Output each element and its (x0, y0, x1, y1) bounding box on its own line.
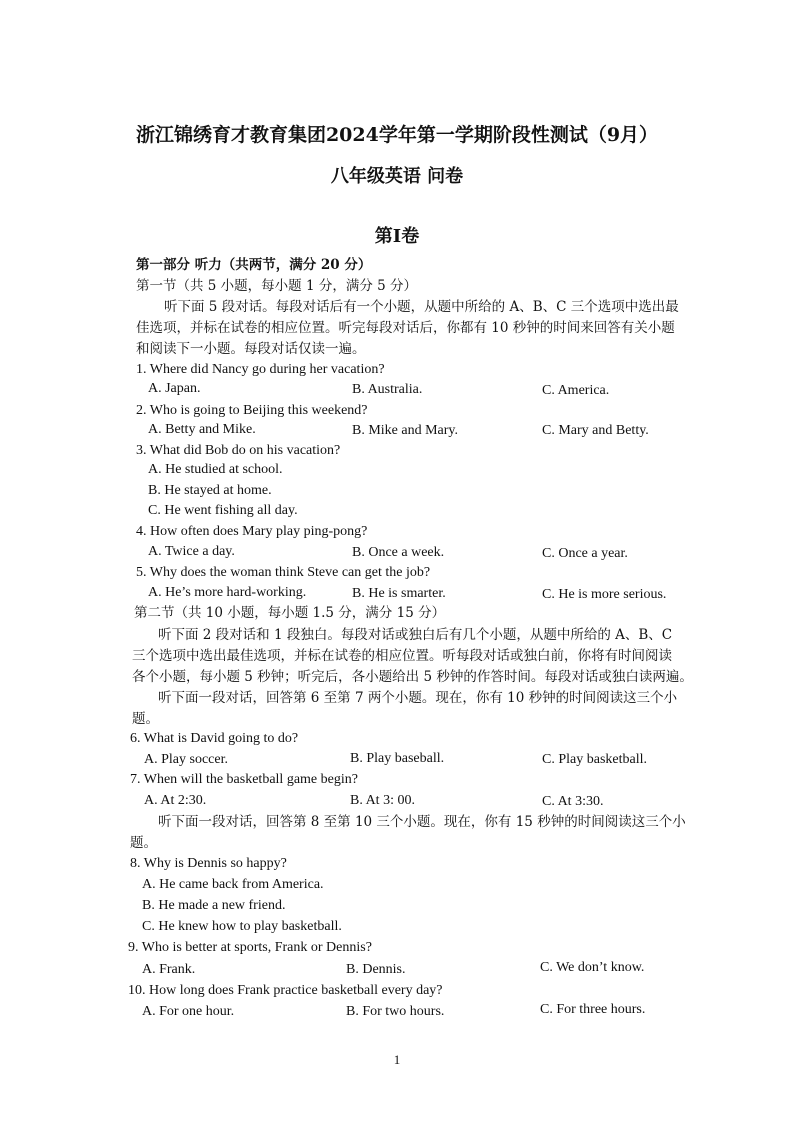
dialogue-lead: 听下面一段对话，回答第 6 至第 7 两个小题。现在，你有 10 秒钟的时间阅读这三个小 (158, 690, 678, 706)
dialogue-lead: 题。 (130, 835, 157, 851)
option-a: A. He came back from America. (142, 877, 324, 892)
question-stem: 2. Who is going to Beijing this weekend? (136, 403, 368, 418)
option-b: B. Mike and Mary. (352, 423, 459, 438)
option-c: C. He is more serious. (542, 587, 667, 602)
option-c: C. He knew how to play basketball. (142, 919, 342, 934)
option-c: C. Mary and Betty. (542, 423, 649, 438)
dialogue-lead: 题。 (132, 711, 159, 727)
section2-instruction-line: 三个选项中选出最佳选项，并标在试卷的相应位置。听每段对话或独白前，你将有时间阅读 (132, 648, 672, 664)
option-a: A. Play soccer. (144, 752, 228, 767)
question-stem: 4. How often does Mary play ping-pong? (136, 524, 368, 539)
option-c: C. Play basketball. (542, 752, 647, 767)
option-b: B. Dennis. (346, 962, 406, 977)
question-stem: 5. Why does the woman think Steve can get the job? (136, 565, 431, 580)
option-a: A. Frank. (142, 962, 196, 977)
question-stem: 9. Who is better at sports, Frank or Dennis? (128, 940, 372, 955)
option-c: C. He went fishing all day. (148, 503, 298, 518)
question-stem: 7. When will the basketball game begin? (130, 772, 358, 787)
option-c: C. Once a year. (542, 546, 628, 561)
option-b: B. At 3: 00. (350, 793, 415, 808)
question-stem: 8. Why is Dennis so happy? (130, 856, 287, 871)
option-b: B. Play baseball. (350, 751, 445, 766)
volume-heading: 第Ⅰ卷 (374, 226, 420, 247)
option-b: B. He made a new friend. (142, 898, 286, 913)
option-a: A. Betty and Mike. (148, 422, 256, 437)
section1-instruction-line: 和阅读下一小题。每段对话仅读一遍。 (136, 341, 366, 357)
option-a: A. For one hour. (142, 1004, 235, 1019)
part1-heading: 第一部分 听力（共两节，满分 20 分） (136, 257, 372, 273)
section2-heading: 第二节（共 10 小题，每小题 1.5 分，满分 15 分） (134, 605, 446, 621)
question-stem: 1. Where did Nancy go during her vacation? (136, 362, 385, 377)
section2-instruction-line: 各个小题，每小题 5 秒钟；听完后，各小题给出 5 秒钟的作答时间。每段对话或独白读两遍。 (132, 669, 693, 685)
exam-title: 浙江锦绣育才教育集团2024学年第一学期阶段性测试（9月） (135, 124, 659, 146)
question-stem: 3. What did Bob do on his vacation? (136, 443, 341, 458)
option-a: A. Japan. (148, 381, 201, 396)
option-b: B. He stayed at home. (148, 483, 272, 498)
option-a: A. At 2:30. (144, 793, 207, 808)
dialogue-lead: 听下面一段对话，回答第 8 至第 10 三个小题。现在，你有 15 秒钟的时间阅读这三个小 (158, 814, 686, 830)
option-b: B. Australia. (352, 382, 423, 397)
section1-instruction-line: 听下面 5 段对话。每段对话后有一个小题，从题中所给的 A、B、C 三个选项中选出最 (164, 299, 679, 315)
option-b: B. He is smarter. (352, 586, 446, 601)
option-a: A. He studied at school. (148, 462, 283, 477)
option-b: B. Once a week. (352, 545, 445, 560)
section2-instruction-line: 听下面 2 段对话和 1 段独白。每段对话或独白后有几个小题，从题中所给的 A、B、C (158, 627, 673, 643)
section1-instruction-line: 佳选项，并标在试卷的相应位置。听完每段对话后，你都有 10 秒钟的时间来回答有关小题 (136, 320, 675, 336)
option-c: C. For three hours. (540, 1002, 646, 1017)
option-a: A. He’s more hard-working. (148, 585, 307, 600)
option-b: B. For two hours. (346, 1004, 445, 1019)
page-number: 1 (393, 1052, 401, 1067)
option-a: A. Twice a day. (148, 544, 235, 559)
option-c: C. At 3:30. (542, 794, 604, 809)
question-stem: 6. What is David going to do? (130, 731, 299, 746)
option-c: C. America. (542, 383, 610, 398)
section1-heading: 第一节（共 5 小题，每小题 1 分，满分 5 分） (136, 278, 418, 294)
question-stem: 10. How long does Frank practice basketball every day? (128, 983, 443, 998)
option-c: C. We don’t know. (540, 960, 645, 975)
exam-subtitle: 八年级英语 问卷 (330, 166, 464, 187)
